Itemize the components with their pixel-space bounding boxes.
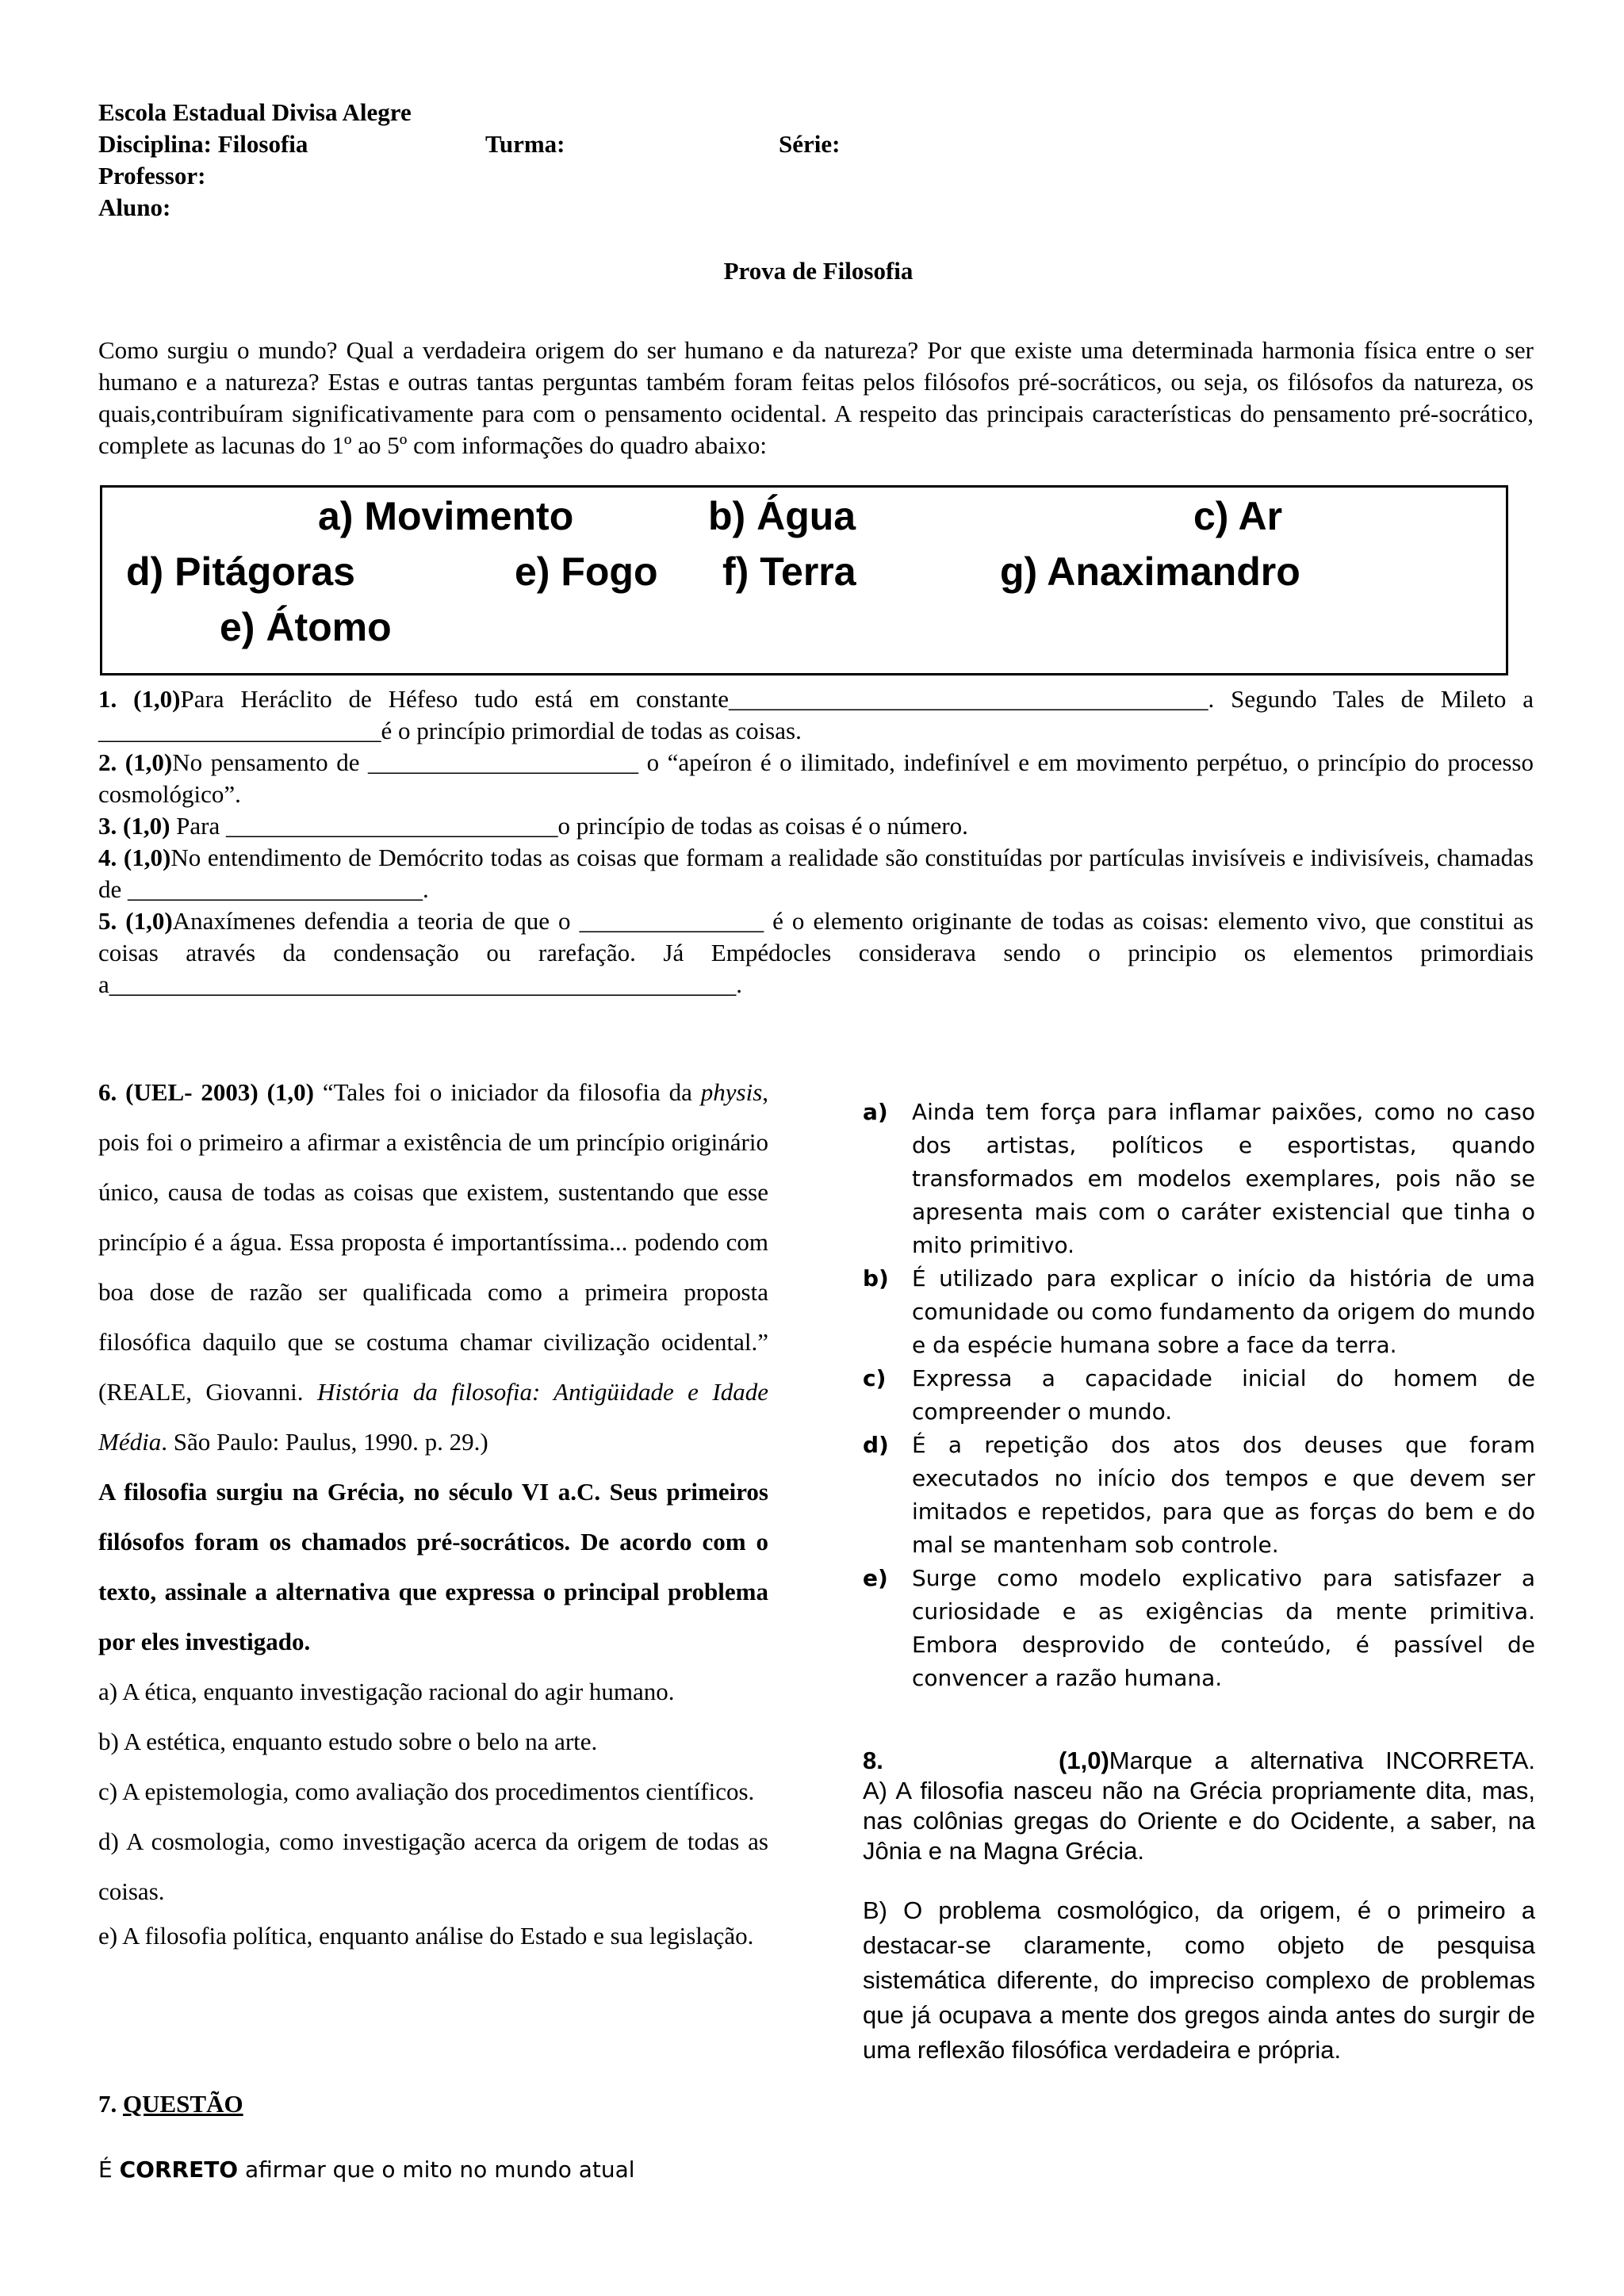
question-6-alt-e: e) A filosofia política, enquanto análise do Estado e sua legislação.: [98, 1922, 754, 1950]
question-6-alt-d: d) A cosmologia, como investigação acerca da origem de todas as coisas.: [98, 1827, 768, 1905]
question-6-quote: 6. (UEL- 2003) (1,0) “Tales foi o iniciador da filosofia da physis, pois foi o primeiro a afirmar a existência de um princípio originário único, causa de todas as coisas que existem, sustentando que esse princípio é a água. Essa proposta é importantíssima... podendo com boa dose de razão ser qualificada como a primeira proposta filosófica daquilo que se costuma chamar civilização ocidental.” (REALE, Giovanni. História da filosofia: Antigüidade e Idade Média. São Paulo: Paulus, 1990. p. 29.): [98, 1078, 769, 1456]
question-8-alt-a: A) A filosofia nasceu não na Grécia propriamente dita, mas, nas colônias gregas do Oriente e do Ocidente, a saber, na Jônia e na Magna Grécia.: [863, 1777, 1535, 1865]
discipline-label: Disciplina: Filosofia: [98, 130, 308, 158]
question-7-alternatives: [863, 1096, 1535, 1695]
question-8-score: (1,0): [1059, 1747, 1109, 1774]
intro-paragraph: Como surgiu o mundo? Qual a verdadeira origem do ser humano e da natureza? Por que existe uma determinada harmonia física entre o ser humano e a natureza? Estas e outras tantas perguntas também foram feitas pelos filósofos pré-socráticos, ou seja, os filósofos da natureza, os quais,contribuíram significativamente para com o pensamento ocidental. A respeito das principais características do pensamento pré-socrático, complete as lacunas do 1º ao 5º com informações do quadro abaixo:: [98, 336, 1534, 459]
question-6-alt-c: c) A epistemologia, como avaliação dos procedimentos científicos.: [98, 1777, 755, 1805]
option-f: f) Terra: [722, 549, 856, 594]
question-3-text: Para ___________________________o princípio de todas as coisas é o número.: [170, 812, 968, 840]
options-box: [100, 485, 1508, 675]
question-7-alt-c: c) Expressa a capacidade inicial do homem de compreender o mundo.: [863, 1365, 1535, 1425]
question-5-number: 5. (1,0): [98, 907, 173, 935]
question-8-alt-b: B) O problema cosmológico, da origem, é o primeiro a destacar-se claramente, como objeto de pesquisa sistemática diferente, do impreciso complexo de problemas que já ocupava a mente dos gregos ainda antes do surgir de uma reflexão filosófica verdadeira e própria.: [863, 1896, 1535, 2064]
question-2: [98, 747, 1534, 810]
question-4-number: 4. (1,0): [98, 844, 171, 871]
question-5: [98, 905, 1534, 1001]
question-7-alt-d: d) É a repetição dos atos dos deuses que foram executados no início dos tempos e que devem ser imitados e repetidos, para que as forças do bem e do mal se mantenham sob controle.: [863, 1432, 1535, 1558]
exam-title: Prova de Filosofia: [723, 257, 914, 285]
option-g: g) Anaximandro: [1000, 549, 1300, 594]
question-4-text: No entendimento de Demócrito todas as coisas que formam a realidade são constituídas por partículas invisíveis e indivisíveis, chamadas de ________________________.: [98, 844, 1534, 903]
question-8-number: 8.: [863, 1747, 883, 1774]
question-1: [98, 683, 1534, 747]
question-6-number: 6. (UEL- 2003) (1,0): [98, 1078, 315, 1106]
question-8: [863, 1746, 1535, 2068]
question-7-header: [98, 2090, 243, 2118]
question-6-stem: A filosofia surgiu na Grécia, no século VI a.C. Seus primeiros filósofos foram os chamados pré-socráticos. De acordo com o texto, assinale a alternativa que expressa o principal problema por eles investigado.: [98, 1478, 768, 1655]
question-7-number: 7.: [98, 2090, 123, 2118]
question-1-text: Para Heráclito de Héfeso tudo está em constante_______________________________________. Segundo Tales de Mileto a _______________________é o princípio primordial de todas as coisas.: [98, 685, 1534, 744]
option-c: c) Ar: [1193, 494, 1283, 538]
option-d: d) Pitágoras: [126, 549, 355, 594]
question-6-alt-b: b) A estética, enquanto estudo sobre o belo na arte.: [98, 1728, 598, 1755]
question-4: [98, 842, 1534, 905]
question-7-label: QUESTÃO: [123, 2090, 243, 2118]
question-8-stem: 8. (1,0)Marque a alternativa INCORRETA.: [863, 1747, 1535, 1774]
question-7-stem: É CORRETO afirmar que o mito no mundo atual: [98, 2156, 635, 2183]
question-2-text: No pensamento de ______________________ o “apeíron é o ilimitado, indefinível e em movimento perpétuo, o princípio do processo cosmológico”.: [98, 748, 1534, 808]
question-7-alt-e: e) Surge como modelo explicativo para satisfazer a curiosidade e as exigências da mente primitiva. Embora desprovido de conteúdo, é passível de convencer a razão humana.: [863, 1565, 1535, 1691]
question-3-number: 3. (1,0): [98, 812, 170, 840]
question-7-alt-b: b) É utilizado para explicar o início da história de uma comunidade ou como fundamento da origem do mundo e da espécie humana sobre a face da terra.: [863, 1265, 1535, 1358]
option-e: e) Fogo: [515, 549, 658, 594]
question-2-number: 2. (1,0): [98, 748, 173, 776]
question-3: [98, 810, 1534, 842]
question-6: [98, 1067, 768, 1956]
school-name: Escola Estadual Divisa Alegre: [98, 98, 412, 126]
option-e-atomo: e) Átomo: [220, 605, 392, 649]
question-5-text: Anaxímenes defendia a teoria de que o _______________ é o elemento originante de todas as coisas: elemento vivo, que constitui as coisas através da condensação ou rarefação. Já Empédocles considerava sendo o principio os elementos primordiais a___________________________________________________.: [98, 907, 1534, 998]
option-a: a) Movimento: [318, 494, 574, 538]
option-b: b) Água: [708, 494, 856, 538]
question-1-number: 1. (1,0): [98, 685, 181, 713]
question-7-alt-a: a) Ainda tem força para inflamar paixões, como no caso dos artistas, políticos e esportistas, quando transformados em modelos exemplares, pois não se apresenta mais com o caráter existencial que tinha o mito primitivo.: [863, 1099, 1535, 1258]
questions-1-5: [98, 683, 1534, 1001]
grade-label: Série:: [779, 130, 841, 158]
question-6-alt-a: a) A ética, enquanto investigação racional do agir humano.: [98, 1678, 675, 1705]
teacher-label: Professor:: [98, 162, 206, 189]
student-label: Aluno:: [98, 193, 171, 221]
class-label: Turma:: [485, 130, 565, 158]
